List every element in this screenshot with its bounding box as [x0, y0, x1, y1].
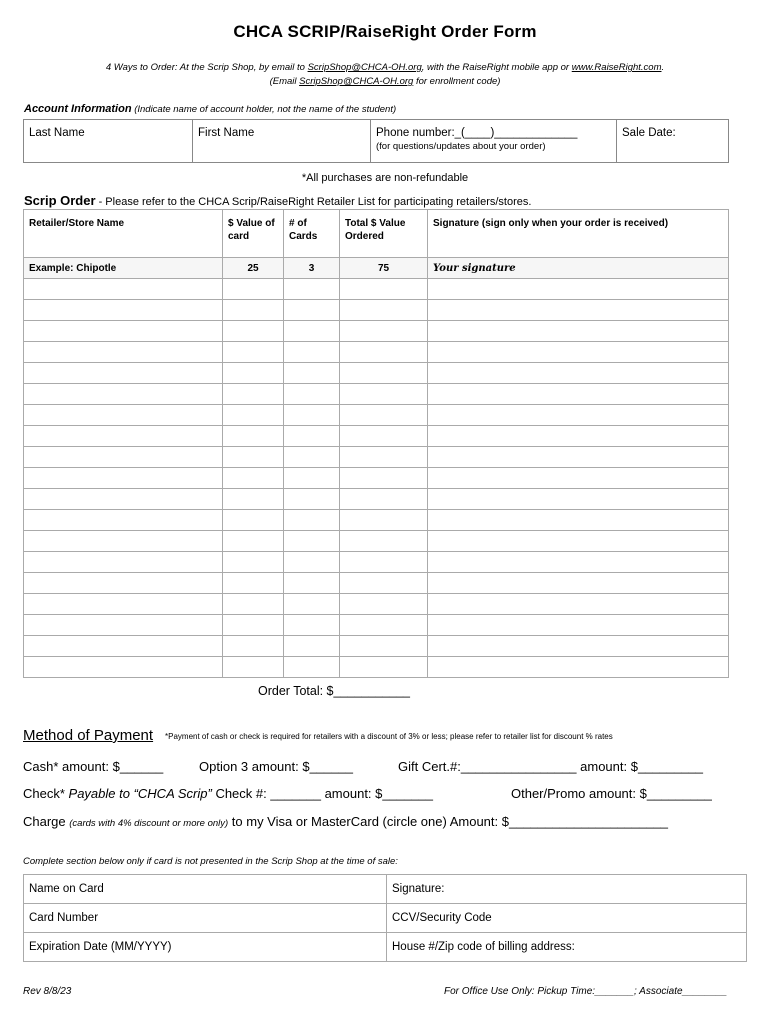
charge-note: (cards with 4% discount or more only): [69, 818, 229, 829]
signature-cell[interactable]: [428, 321, 729, 342]
example-retailer: Example: Chipotle: [24, 258, 223, 279]
num-cards-cell[interactable]: [284, 321, 340, 342]
expiration-field[interactable]: Expiration Date (MM/YYYY): [24, 933, 387, 962]
retailer-cell[interactable]: [24, 363, 223, 384]
other-promo-field[interactable]: Other/Promo amount: $_________: [511, 786, 712, 801]
total-value-cell[interactable]: [340, 636, 428, 657]
account-table: [23, 119, 729, 163]
card-value-cell[interactable]: [223, 573, 284, 594]
card-section-note: Complete section below only if card is not presented in the Scrip Shop at the time of sale:: [23, 856, 398, 867]
retailer-cell[interactable]: [24, 657, 223, 678]
card-signature-field[interactable]: Signature:: [387, 875, 747, 904]
check-fields: Check #: _______ amount: $_______: [211, 786, 433, 801]
example-total: 75: [340, 258, 428, 279]
retailer-cell[interactable]: [24, 321, 223, 342]
total-value-cell[interactable]: [340, 468, 428, 489]
order-row: [24, 594, 729, 615]
total-value-cell[interactable]: [340, 552, 428, 573]
num-cards-cell[interactable]: [284, 510, 340, 531]
order-row: [24, 552, 729, 573]
ccv-field[interactable]: CCV/Security Code: [387, 904, 747, 933]
card-value-cell[interactable]: [223, 489, 284, 510]
scrip-order-table: [23, 209, 729, 678]
card-value-cell[interactable]: [223, 531, 284, 552]
signature-cell[interactable]: [428, 468, 729, 489]
order-row: [24, 300, 729, 321]
scrip-header-row: [24, 210, 729, 258]
signature-cell[interactable]: [428, 489, 729, 510]
num-cards-cell[interactable]: [284, 573, 340, 594]
phone-field[interactable]: [371, 120, 617, 163]
num-cards-cell[interactable]: [284, 384, 340, 405]
enrollment-email-link[interactable]: ScripShop@CHCA-OH.org: [299, 76, 414, 87]
total-value-cell[interactable]: [340, 279, 428, 300]
example-row: [24, 258, 729, 279]
num-cards-cell[interactable]: [284, 552, 340, 573]
signature-cell[interactable]: [428, 300, 729, 321]
num-cards-cell[interactable]: [284, 594, 340, 615]
retailer-cell[interactable]: [24, 489, 223, 510]
col-num-cards: # of Cards: [284, 210, 340, 258]
example-card-value: 25: [223, 258, 284, 279]
order-row: [24, 510, 729, 531]
order-row: [24, 405, 729, 426]
card-value-cell[interactable]: [223, 468, 284, 489]
card-value-cell[interactable]: [223, 447, 284, 468]
col-card-value: $ Value of card: [223, 210, 284, 258]
retailer-cell[interactable]: [24, 510, 223, 531]
order-instructions: [0, 61, 770, 89]
retailer-cell[interactable]: [24, 405, 223, 426]
total-value-cell[interactable]: [340, 384, 428, 405]
order-row: [24, 384, 729, 405]
signature-cell[interactable]: [428, 405, 729, 426]
signature-cell[interactable]: [428, 384, 729, 405]
ways-prefix: 4 Ways to Order: At the Scrip Shop, by email to: [105, 62, 308, 73]
signature-cell[interactable]: [428, 594, 729, 615]
cash-amount-field[interactable]: Cash* amount: $______: [23, 759, 164, 774]
signature-cell[interactable]: [428, 426, 729, 447]
account-heading-title: Account Information: [24, 103, 132, 115]
order-row: [24, 657, 729, 678]
retailer-cell[interactable]: [24, 447, 223, 468]
office-use: For Office Use Only: Pickup Time:_______; Associate________: [444, 986, 728, 997]
charge-fields: to my Visa or MasterCard (circle one) Amount: $______________________: [228, 814, 669, 829]
order-row: [24, 615, 729, 636]
scrip-heading: [24, 193, 531, 208]
num-cards-cell[interactable]: [284, 279, 340, 300]
scrip-heading-note: - Please refer to the CHCA Scrip/RaiseRight Retailer List for participating retailers/stores.: [95, 196, 532, 208]
check-line[interactable]: [23, 786, 433, 801]
total-value-cell[interactable]: [340, 363, 428, 384]
retailer-cell[interactable]: [24, 468, 223, 489]
num-cards-cell[interactable]: [284, 426, 340, 447]
col-retailer: Retailer/Store Name: [24, 210, 223, 258]
payment-note: *Payment of cash or check is required for retailers with a discount of 3% or less; please refer to retailer list for discount % rates: [165, 732, 613, 741]
order-row: [24, 342, 729, 363]
first-name-field[interactable]: First Name: [193, 120, 371, 163]
order-row: [24, 279, 729, 300]
retailer-cell[interactable]: [24, 573, 223, 594]
retailer-cell[interactable]: [24, 636, 223, 657]
payment-heading: Method of Payment: [23, 727, 154, 744]
num-cards-cell[interactable]: [284, 657, 340, 678]
num-cards-cell[interactable]: [284, 447, 340, 468]
signature-cell[interactable]: [428, 615, 729, 636]
total-value-cell[interactable]: [340, 510, 428, 531]
card-value-cell[interactable]: [223, 405, 284, 426]
order-row: [24, 636, 729, 657]
check-label: Check*: [23, 786, 69, 801]
phone-note: (for questions/updates about your order): [376, 141, 546, 152]
signature-cell[interactable]: [428, 636, 729, 657]
total-value-cell[interactable]: [340, 342, 428, 363]
ways-line2-prefix: (Email: [269, 76, 300, 87]
order-row: [24, 468, 729, 489]
signature-cell[interactable]: [428, 552, 729, 573]
total-value-cell[interactable]: [340, 531, 428, 552]
col-total-value: Total $ Value Ordered: [340, 210, 428, 258]
signature-cell[interactable]: [428, 531, 729, 552]
total-value-cell[interactable]: [340, 615, 428, 636]
signature-cell[interactable]: [428, 279, 729, 300]
total-value-cell[interactable]: [340, 573, 428, 594]
total-value-cell[interactable]: [340, 405, 428, 426]
total-value-cell[interactable]: [340, 594, 428, 615]
retailer-cell[interactable]: [24, 552, 223, 573]
total-value-cell[interactable]: [340, 426, 428, 447]
option3-amount-field[interactable]: Option 3 amount: $______: [199, 759, 353, 774]
revision-date: Rev 8/8/23: [23, 986, 72, 997]
card-value-cell[interactable]: [223, 279, 284, 300]
email-link[interactable]: ScripShop@CHCA-OH.org: [307, 62, 422, 73]
scrip-heading-title: Scrip Order: [24, 193, 96, 208]
order-row: [24, 531, 729, 552]
gift-cert-field[interactable]: Gift Cert.#:________________ amount: $_________: [398, 759, 704, 774]
nonrefundable-note: *All purchases are non-refundable: [301, 172, 469, 184]
name-on-card-field[interactable]: Name on Card: [24, 875, 387, 904]
total-value-cell[interactable]: [340, 489, 428, 510]
order-total[interactable]: Order Total: $___________: [258, 684, 410, 698]
retailer-cell[interactable]: [24, 426, 223, 447]
card-number-field[interactable]: Card Number: [24, 904, 387, 933]
page-title: CHCA SCRIP/RaiseRight Order Form: [233, 22, 537, 41]
card-value-cell[interactable]: [223, 636, 284, 657]
card-value-cell[interactable]: [223, 510, 284, 531]
card-value-cell[interactable]: [223, 426, 284, 447]
order-row: [24, 321, 729, 342]
signature-cell[interactable]: [428, 573, 729, 594]
retailer-cell[interactable]: [24, 594, 223, 615]
order-row: [24, 363, 729, 384]
card-value-cell[interactable]: [223, 300, 284, 321]
charge-line[interactable]: [23, 814, 668, 829]
num-cards-cell[interactable]: [284, 489, 340, 510]
check-payable: Payable to “CHCA Scrip”: [68, 786, 212, 801]
num-cards-cell[interactable]: [284, 615, 340, 636]
total-value-cell[interactable]: [340, 657, 428, 678]
retailer-cell[interactable]: [24, 531, 223, 552]
card-table: [23, 874, 747, 962]
card-value-cell[interactable]: [223, 321, 284, 342]
card-value-cell[interactable]: [223, 363, 284, 384]
retailer-cell[interactable]: [24, 384, 223, 405]
sale-date-field[interactable]: Sale Date:: [617, 120, 729, 163]
order-row: [24, 426, 729, 447]
ways-end: .: [661, 62, 665, 73]
signature-cell[interactable]: [428, 510, 729, 531]
ways-line2-suffix: for enrollment code): [413, 76, 501, 87]
retailer-cell[interactable]: [24, 279, 223, 300]
charge-label: Charge: [23, 814, 70, 829]
num-cards-cell[interactable]: [284, 531, 340, 552]
card-value-cell[interactable]: [223, 342, 284, 363]
card-value-cell[interactable]: [223, 615, 284, 636]
order-row: [24, 573, 729, 594]
signature-cell[interactable]: [428, 342, 729, 363]
retailer-cell[interactable]: [24, 342, 223, 363]
retailer-cell[interactable]: [24, 300, 223, 321]
num-cards-cell[interactable]: [284, 300, 340, 321]
order-row: [24, 447, 729, 468]
order-row: [24, 489, 729, 510]
num-cards-cell[interactable]: [284, 636, 340, 657]
account-heading-note: (Indicate name of account holder, not the name of the student): [131, 104, 397, 115]
total-value-cell[interactable]: [340, 300, 428, 321]
signature-cell[interactable]: [428, 447, 729, 468]
example-signature: Your signature: [428, 258, 729, 279]
signature-cell[interactable]: [428, 657, 729, 678]
num-cards-cell[interactable]: [284, 405, 340, 426]
billing-zip-field[interactable]: House #/Zip code of billing address:: [387, 933, 747, 962]
account-heading: [24, 103, 396, 115]
retailer-cell[interactable]: [24, 615, 223, 636]
col-signature: Signature (sign only when your order is received): [428, 210, 729, 258]
example-num-cards: 3: [284, 258, 340, 279]
total-value-cell[interactable]: [340, 447, 428, 468]
total-value-cell[interactable]: [340, 321, 428, 342]
card-value-cell[interactable]: [223, 594, 284, 615]
signature-cell[interactable]: [428, 363, 729, 384]
num-cards-cell[interactable]: [284, 342, 340, 363]
website-link[interactable]: www.RaiseRight.com: [571, 62, 662, 73]
card-value-cell[interactable]: [223, 657, 284, 678]
card-value-cell[interactable]: [223, 384, 284, 405]
phone-label: Phone number:_(____)_____________: [376, 127, 578, 139]
num-cards-cell[interactable]: [284, 468, 340, 489]
card-value-cell[interactable]: [223, 552, 284, 573]
num-cards-cell[interactable]: [284, 363, 340, 384]
ways-middle: , with the RaiseRight mobile app or: [421, 62, 572, 73]
last-name-field[interactable]: Last Name: [24, 120, 193, 163]
